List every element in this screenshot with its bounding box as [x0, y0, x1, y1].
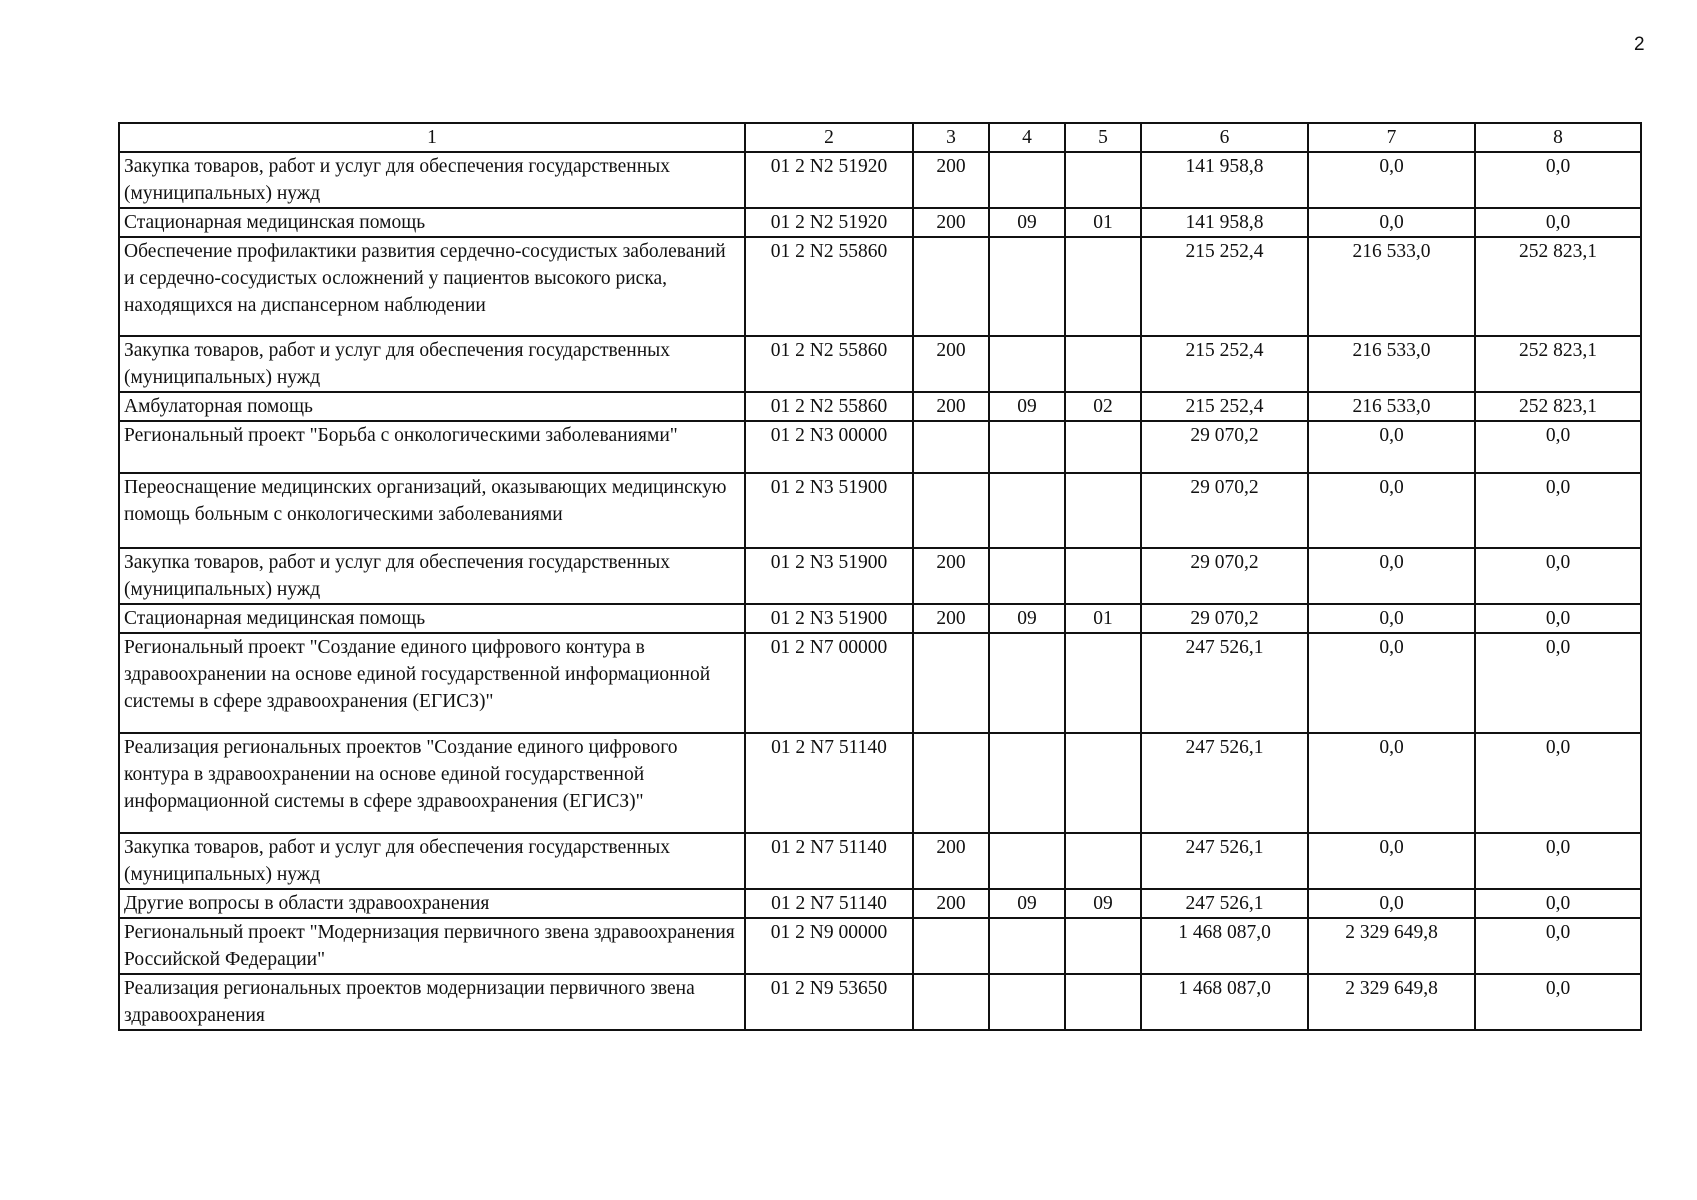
row-expense-type — [913, 473, 989, 548]
row-amount-3: 0,0 — [1475, 633, 1641, 733]
table-row — [119, 392, 1641, 421]
column-header-5: 5 — [1065, 123, 1141, 152]
row-subsection: 01 — [1065, 208, 1141, 237]
row-expense-type — [913, 974, 989, 1030]
column-header-7: 7 — [1308, 123, 1475, 152]
row-amount-3: 0,0 — [1475, 152, 1641, 208]
row-amount-2: 0,0 — [1308, 208, 1475, 237]
row-amount-3: 0,0 — [1475, 889, 1641, 918]
row-expense-type: 200 — [913, 208, 989, 237]
table-row — [119, 974, 1641, 1030]
table-row — [119, 604, 1641, 633]
row-name: Региональный проект "Модернизация первичного звена здравоохранения Российской Федерации" — [119, 918, 745, 974]
row-subsection — [1065, 974, 1141, 1030]
row-subsection — [1065, 421, 1141, 473]
row-section — [989, 237, 1065, 336]
row-amount-2: 0,0 — [1308, 152, 1475, 208]
row-subsection — [1065, 473, 1141, 548]
row-name: Реализация региональных проектов модернизации первичного звена здравоохранения — [119, 974, 745, 1030]
row-section — [989, 152, 1065, 208]
row-section — [989, 421, 1065, 473]
row-section — [989, 336, 1065, 392]
row-name: Региональный проект "Борьба с онкологическими заболеваниями" — [119, 421, 745, 473]
row-subsection — [1065, 548, 1141, 604]
row-subsection — [1065, 918, 1141, 974]
row-name: Стационарная медицинская помощь — [119, 208, 745, 237]
column-header-3: 3 — [913, 123, 989, 152]
row-amount-3: 0,0 — [1475, 733, 1641, 833]
row-code: 01 2 N7 51140 — [745, 733, 913, 833]
row-subsection — [1065, 237, 1141, 336]
column-header-4: 4 — [989, 123, 1065, 152]
table-row — [119, 733, 1641, 833]
row-expense-type: 200 — [913, 336, 989, 392]
row-amount-1: 215 252,4 — [1141, 237, 1308, 336]
column-header-6: 6 — [1141, 123, 1308, 152]
row-amount-3: 0,0 — [1475, 208, 1641, 237]
row-amount-2: 2 329 649,8 — [1308, 918, 1475, 974]
row-code: 01 2 N2 51920 — [745, 208, 913, 237]
row-amount-2: 0,0 — [1308, 733, 1475, 833]
row-amount-1: 29 070,2 — [1141, 473, 1308, 548]
row-expense-type — [913, 733, 989, 833]
row-expense-type: 200 — [913, 889, 989, 918]
row-subsection — [1065, 833, 1141, 889]
row-amount-1: 247 526,1 — [1141, 889, 1308, 918]
row-subsection — [1065, 152, 1141, 208]
row-amount-2: 0,0 — [1308, 889, 1475, 918]
table-row — [119, 889, 1641, 918]
page-number: 2 — [1634, 34, 1645, 55]
row-amount-1: 1 468 087,0 — [1141, 974, 1308, 1030]
row-amount-1: 247 526,1 — [1141, 633, 1308, 733]
row-section: 09 — [989, 392, 1065, 421]
row-subsection: 01 — [1065, 604, 1141, 633]
row-amount-3: 0,0 — [1475, 833, 1641, 889]
table-row — [119, 421, 1641, 473]
row-expense-type: 200 — [913, 548, 989, 604]
table-row — [119, 336, 1641, 392]
row-code: 01 2 N2 51920 — [745, 152, 913, 208]
row-code: 01 2 N7 51140 — [745, 889, 913, 918]
row-code: 01 2 N2 55860 — [745, 237, 913, 336]
row-amount-3: 0,0 — [1475, 421, 1641, 473]
row-amount-1: 215 252,4 — [1141, 392, 1308, 421]
row-expense-type — [913, 918, 989, 974]
row-amount-2: 0,0 — [1308, 604, 1475, 633]
budget-table — [118, 122, 1642, 1031]
row-code: 01 2 N3 51900 — [745, 473, 913, 548]
row-amount-3: 0,0 — [1475, 918, 1641, 974]
table-row — [119, 152, 1641, 208]
row-amount-3: 0,0 — [1475, 974, 1641, 1030]
row-section — [989, 833, 1065, 889]
row-amount-3: 252 823,1 — [1475, 392, 1641, 421]
row-amount-1: 247 526,1 — [1141, 733, 1308, 833]
table-row — [119, 918, 1641, 974]
row-code: 01 2 N3 51900 — [745, 604, 913, 633]
column-header-8: 8 — [1475, 123, 1641, 152]
row-code: 01 2 N3 51900 — [745, 548, 913, 604]
row-expense-type: 200 — [913, 833, 989, 889]
row-section: 09 — [989, 208, 1065, 237]
row-amount-1: 141 958,8 — [1141, 152, 1308, 208]
table-row — [119, 833, 1641, 889]
row-amount-1: 215 252,4 — [1141, 336, 1308, 392]
row-section — [989, 733, 1065, 833]
row-amount-1: 247 526,1 — [1141, 833, 1308, 889]
column-header-1: 1 — [119, 123, 745, 152]
row-subsection — [1065, 336, 1141, 392]
column-header-2: 2 — [745, 123, 913, 152]
row-name: Реализация региональных проектов "Создание единого цифрового контура в здравоохранении на основе единой государственной информационной системы в сфере здравоохранения (ЕГИСЗ)" — [119, 733, 745, 833]
row-code: 01 2 N9 00000 — [745, 918, 913, 974]
row-amount-2: 2 329 649,8 — [1308, 974, 1475, 1030]
row-amount-1: 1 468 087,0 — [1141, 918, 1308, 974]
row-amount-1: 29 070,2 — [1141, 548, 1308, 604]
row-section: 09 — [989, 604, 1065, 633]
table-header — [119, 123, 1641, 152]
row-code: 01 2 N7 51140 — [745, 833, 913, 889]
row-expense-type — [913, 237, 989, 336]
row-name: Амбулаторная помощь — [119, 392, 745, 421]
row-code: 01 2 N3 00000 — [745, 421, 913, 473]
row-name: Закупка товаров, работ и услуг для обеспечения государственных (муниципальных) нужд — [119, 336, 745, 392]
row-subsection — [1065, 733, 1141, 833]
row-expense-type: 200 — [913, 604, 989, 633]
table-row — [119, 633, 1641, 733]
row-section — [989, 633, 1065, 733]
row-amount-3: 0,0 — [1475, 604, 1641, 633]
row-name: Обеспечение профилактики развития сердечно-сосудистых заболеваний и сердечно-сосудистых осложнений у пациентов высокого риска, находящихся на диспансерном наблюдении — [119, 237, 745, 336]
row-amount-1: 29 070,2 — [1141, 421, 1308, 473]
row-name: Переоснащение медицинских организаций, оказывающих медицинскую помощь больным с онкологическими заболеваниями — [119, 473, 745, 548]
row-name: Закупка товаров, работ и услуг для обеспечения государственных (муниципальных) нужд — [119, 833, 745, 889]
row-name: Другие вопросы в области здравоохранения — [119, 889, 745, 918]
row-amount-3: 252 823,1 — [1475, 237, 1641, 336]
row-subsection: 02 — [1065, 392, 1141, 421]
row-section — [989, 918, 1065, 974]
row-expense-type — [913, 421, 989, 473]
row-expense-type: 200 — [913, 392, 989, 421]
header-row — [119, 123, 1641, 152]
row-code: 01 2 N7 00000 — [745, 633, 913, 733]
row-name: Региональный проект "Создание единого цифрового контура в здравоохранении на основе единой государственной информационной системы в сфере здравоохранения (ЕГИСЗ)" — [119, 633, 745, 733]
row-code: 01 2 N9 53650 — [745, 974, 913, 1030]
row-amount-2: 216 533,0 — [1308, 237, 1475, 336]
row-amount-3: 0,0 — [1475, 548, 1641, 604]
row-amount-2: 0,0 — [1308, 421, 1475, 473]
row-section: 09 — [989, 889, 1065, 918]
row-code: 01 2 N2 55860 — [745, 392, 913, 421]
row-amount-2: 0,0 — [1308, 833, 1475, 889]
row-name: Закупка товаров, работ и услуг для обеспечения государственных (муниципальных) нужд — [119, 548, 745, 604]
table-row — [119, 208, 1641, 237]
row-name: Закупка товаров, работ и услуг для обеспечения государственных (муниципальных) нужд — [119, 152, 745, 208]
row-section — [989, 974, 1065, 1030]
table-row — [119, 548, 1641, 604]
row-amount-2: 216 533,0 — [1308, 336, 1475, 392]
row-amount-3: 252 823,1 — [1475, 336, 1641, 392]
row-section — [989, 548, 1065, 604]
row-amount-3: 0,0 — [1475, 473, 1641, 548]
row-amount-2: 0,0 — [1308, 633, 1475, 733]
row-subsection — [1065, 633, 1141, 733]
table-row — [119, 237, 1641, 336]
row-amount-1: 29 070,2 — [1141, 604, 1308, 633]
row-code: 01 2 N2 55860 — [745, 336, 913, 392]
row-amount-1: 141 958,8 — [1141, 208, 1308, 237]
row-subsection: 09 — [1065, 889, 1141, 918]
table-row — [119, 473, 1641, 548]
row-expense-type: 200 — [913, 152, 989, 208]
row-expense-type — [913, 633, 989, 733]
table-body — [119, 152, 1641, 1030]
row-amount-2: 216 533,0 — [1308, 392, 1475, 421]
row-amount-2: 0,0 — [1308, 548, 1475, 604]
row-amount-2: 0,0 — [1308, 473, 1475, 548]
row-section — [989, 473, 1065, 548]
row-name: Стационарная медицинская помощь — [119, 604, 745, 633]
